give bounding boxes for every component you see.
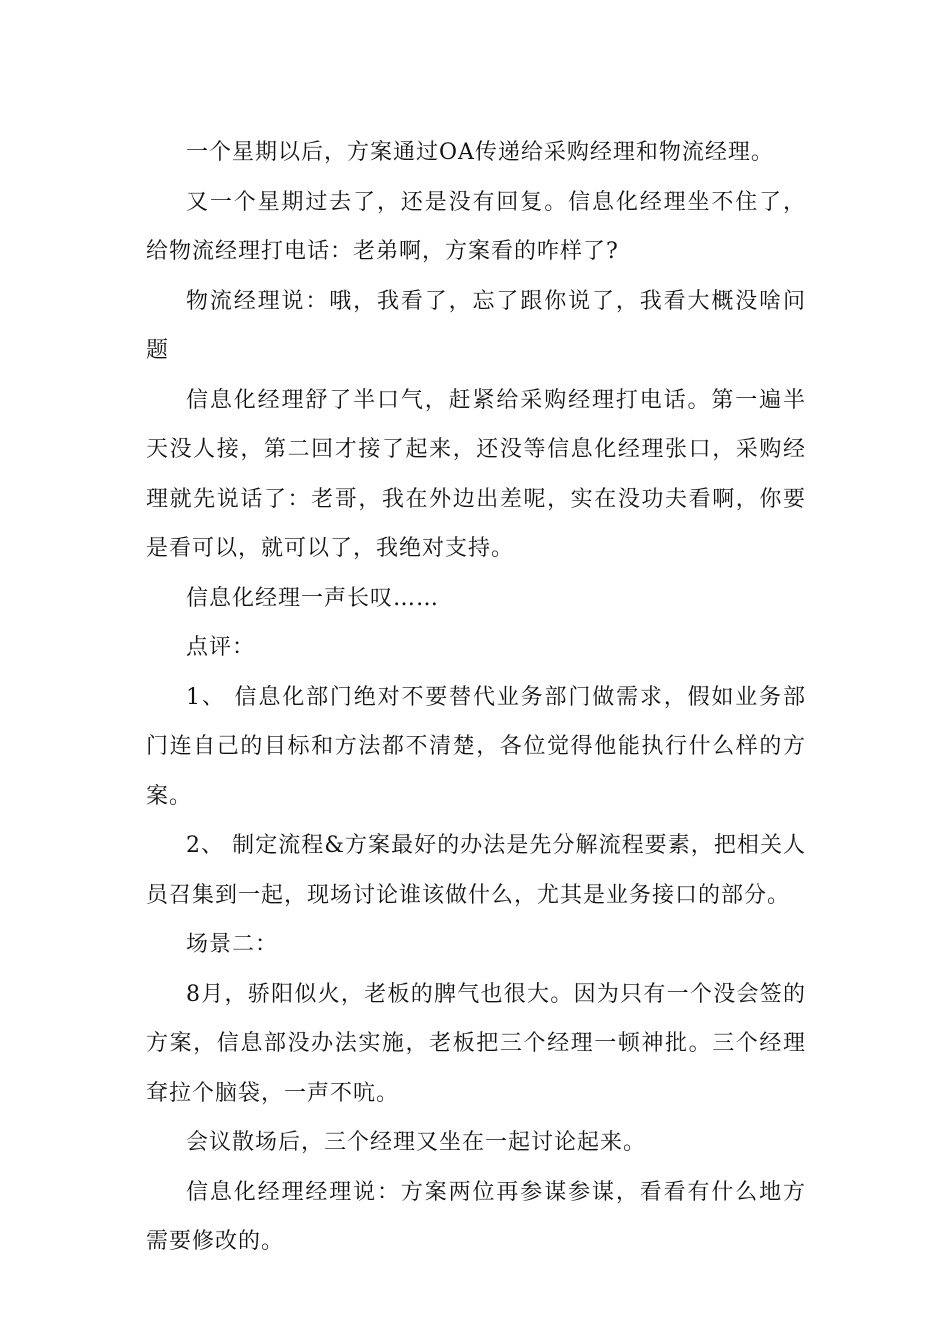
paragraph: 信息化经理经理说：方案两位再参谋参谋，看看有什么地方需要修改的。 [146, 1179, 806, 1254]
paragraph: 信息化经理一声长叹…… [186, 585, 440, 611]
paragraph: 一个星期以后，方案通过OA传递给采购经理和物流经理。 [186, 140, 774, 165]
paragraph: 会议散场后，三个经理又坐在一起讨论起来。 [186, 1130, 647, 1155]
paragraph: 信息化经理舒了半口气，赶紧给采购经理打电话。第一遍半天没人接，第二回才接了起来，还没等信息化经理张口，采购经理就先说话了：老哥，我在外边出差呢，实在没功夫看啊，你要是看可以，就可以了，我绝对支持。 [146, 387, 806, 561]
paragraph: 又一个星期过去了，还是没有回复。信息化经理坐不住了，给物流经理打电话：老弟啊，方案看的咋样了? [146, 189, 806, 264]
list-item: 2、 制定流程&方案最好的办法是先分解流程要素，把相关人员召集到一起，现场讨论谁该做什么，尤其是业务接口的部分。 [146, 833, 806, 908]
section-heading-comment: 点评： [186, 635, 256, 660]
section-heading-scene: 场景二： [186, 932, 279, 957]
document-body [146, 128, 806, 1267]
paragraph: 物流经理说：哦，我看了，忘了跟你说了，我看大概没啥问题 [146, 288, 806, 363]
list-item: 1、 信息化部门绝对不要替代业务部门做需求，假如业务部门连自己的目标和方法都不清楚，各位觉得他能执行什么样的方案。 [146, 684, 806, 809]
paragraph: 8月，骄阳似火，老板的脾气也很大。因为只有一个没会签的方案，信息部没办法实施，老板把三个经理一顿神批。三个经理耷拉个脑袋，一声不吭。 [146, 981, 806, 1106]
